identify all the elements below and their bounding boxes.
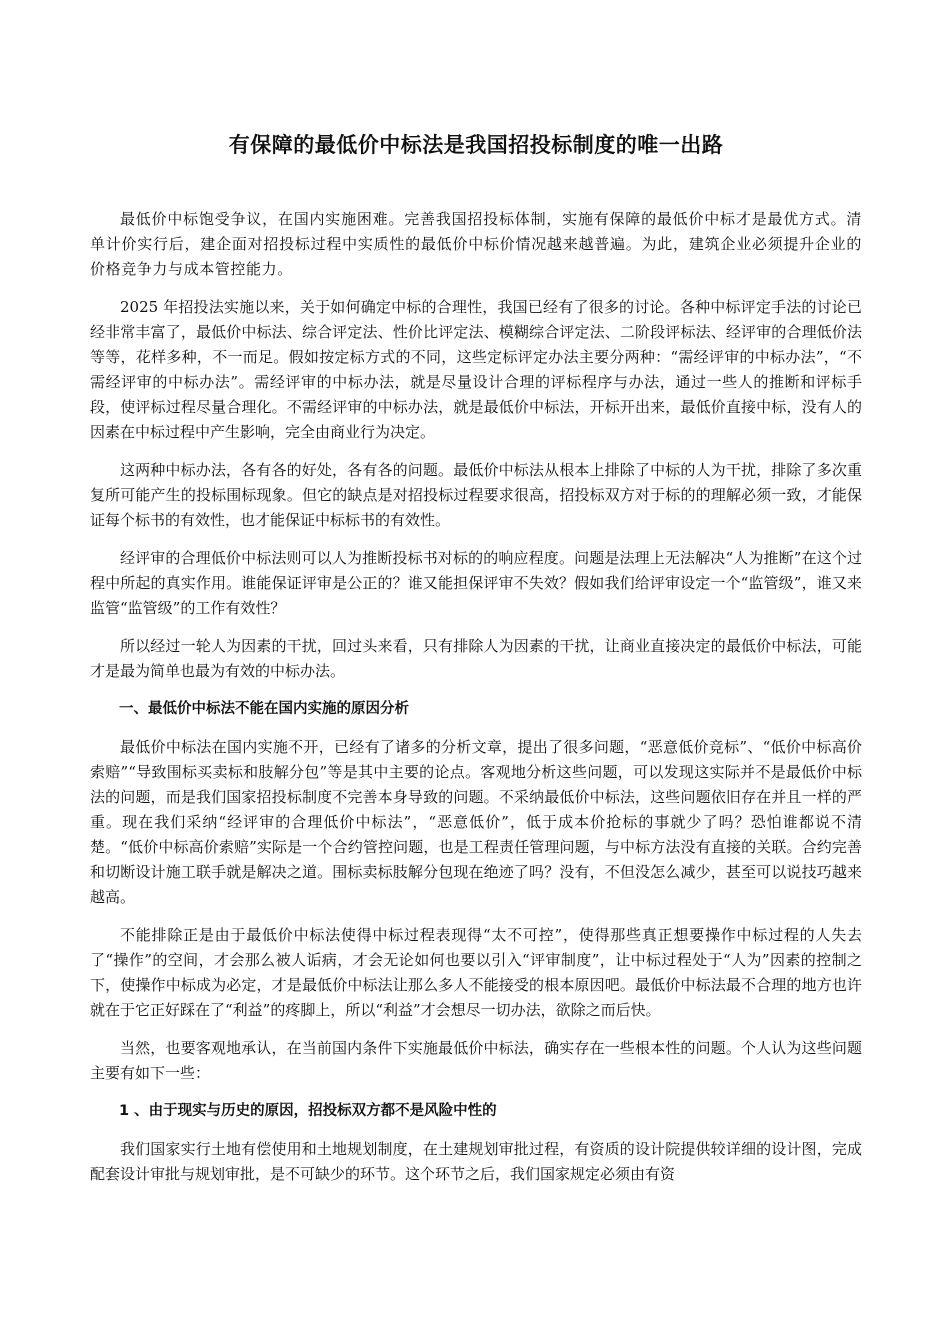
body-paragraph: 最低价中标法在国内实施不开，已经有了诸多的分析文章，提出了很多问题，“恶意低价竞标”、“低价中标高价索赔”“导致围标买卖标和肢解分包”等是其中主要的论点。客观地分析这些问题，可以发现这实际并不是最低价中标法的问题，而是我们国家招投标制度不完善本身导致的问题。不采纳最低价中标法，这些问题依旧存在并且一样的严重。现在我们采纳“经评审的合理低价中标法”，“恶意低价”，低于成本价抢标的事就少了吗？恐怕谁都说不清楚。“低价中标高价索赔”实际是一个合约管控问题，也是工程责任管理问题，与中标方法没有直接的关联。合约完善和切断设计施工联手就是解决之道。围标卖标肢解分包现在绝迹了吗？没有，不但没怎么减少，甚至可以说技巧越来越高。 [90, 738, 862, 906]
body-paragraph: 2025 年招投法实施以来，关于如何确定中标的合理性，我国已经有了很多的讨论。各种中标评定手法的讨论已经非常丰富了，最低价中标法、综合评定法、性价比评定法、模糊综合评定法、二阶段评标法、经评审的合理低价法等等，花样多种，不一而足。假如按定标方式的不同，这些定标评定办法主要分两种：“需经评审的中标办法”，“不需经评审的中标办法”。需经评审的中标办法，就是尽量设计合理的评标程序与办法，通过一些人的推断和评标手段，使评标过程尽量合理化。不需经评审的中标办法，就是最低价中标法，开标开出来，最低价直接中标，没有人的因素在中标过程中产生影响，完全由商业行为决定。 [90, 298, 862, 441]
abstract-paragraph: 最低价中标饱受争议，在国内实施困难。完善我国招投标体制，实施有保障的最低价中标才是最优方式。清单计价实行后，建企面对招投标过程中实质性的最低价中标价情况越来越普遍。为此，建筑企业必须提升企业的价格竞争力与成本管控能力。 [90, 210, 862, 278]
body-paragraph: 所以经过一轮人为因素的干扰，回过头来看，只有排除人为因素的干扰，让商业直接决定的最低价中标法，可能才是最为简单也最为有效的中标办法。 [90, 637, 862, 680]
body-paragraph: 不能排除正是由于最低价中标法使得中标过程表现得“太不可控”，使得那些真正想要操作中标过程的人失去了“操作”的空间，才会那么被人诟病，才会无论如何也要以引入“评审制度”，让中标过程处于“人为”因素的控制之下，使操作中标成为必定，才是最低价中标法让那么多人不能接受的根本原因吧。最低价中标法最不合理的地方也许就在于它正好踩在了“利益”的疼脚上，所以“利益”才会想尽一切办法，欲除之而后快。 [90, 926, 862, 1019]
section-heading: 1 、由于现实与历史的原因，招投标双方都不是风险中性的 [119, 1103, 497, 1119]
body-paragraph: 我们国家实行土地有偿使用和土地规划制度，在土建规划审批过程，有资质的设计院提供较详细的设计图，完成配套设计审批与规划审批，是不可缺少的环节。这个环节之后，我们国家规定必须由有资 [90, 1140, 862, 1183]
document-title: 有保障的最低价中标法是我国招投标制度的唯一出路 [228, 133, 724, 157]
section-heading: 一、最低价中标法不能在国内实施的原因分析 [119, 701, 409, 717]
document-body [90, 207, 862, 1200]
body-paragraph: 这两种中标办法，各有各的好处，各有各的问题。最低价中标法从根本上排除了中标的人为干扰，排除了多次重复所可能产生的投标围标现象。但它的缺点是对招投标过程要求很高，招投标双方对于标的的理解必须一致，才能保证每个标书的有效性，也才能保证中标标书的有效性。 [90, 461, 862, 529]
body-paragraph: 当然，也要客观地承认，在当前国内条件下实施最低价中标法，确实存在一些根本性的问题。个人认为这些问题主要有如下一些： [90, 1039, 862, 1082]
body-paragraph: 经评审的合理低价中标法则可以人为推断投标书对标的的响应程度。问题是法理上无法解决“人为推断”在这个过程中所起的真实作用。谁能保证评审是公正的？谁又能担保评审不失效？假如我们给评审设定一个“监管级”，谁又来监管“监管级”的工作有效性？ [90, 549, 862, 617]
